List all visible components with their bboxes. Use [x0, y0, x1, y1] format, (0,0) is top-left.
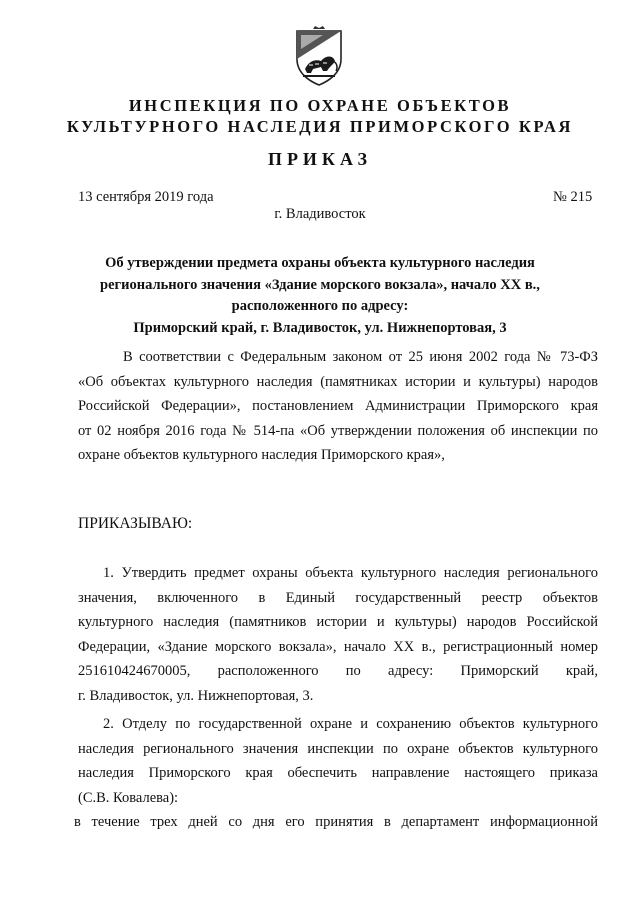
preamble-line: В соответствии с Федеральным законом от 25 июня 2002 года № 73-ФЗ: [123, 349, 598, 365]
item-2-line: (С.В. Ковалева):: [78, 789, 179, 806]
preamble-line: «Об объектах культурного наследия (памятниках истории и культуры) народов: [78, 373, 598, 390]
item-1-paragraph: [78, 561, 598, 708]
subject-line: регионального значения «Здание морского вокзала», начало XX в.,: [100, 276, 540, 293]
preamble-line: Российской Федерации», постановлением Администрации Приморского края: [78, 398, 598, 414]
item-1-line: значения, включенного в Единый государственный реестр объектов: [78, 589, 598, 606]
preamble-paragraph: [78, 345, 598, 468]
item-2-line: наследия Приморского края обеспечить направление настоящего приказа: [78, 765, 598, 781]
document-type-title: ПРИКАЗ: [267, 149, 373, 169]
preamble-line: охране объектов культурного наследия Приморского края»,: [78, 447, 445, 463]
item-1-line: Федерации, «Здание морского вокзала», начало XX в., регистрационный номер: [78, 638, 598, 655]
org-name-line-2: КУЛЬТУРНОГО НАСЛЕДИЯ ПРИМОРСКОГО КРАЯ: [66, 117, 574, 136]
item-1-line: культурного наследия (памятников истории и культуры) народов Российской: [78, 614, 598, 630]
org-name-line-1: ИНСПЕКЦИЯ ПО ОХРАНЕ ОБЪЕКТОВ: [128, 96, 512, 115]
order-subject: [0, 253, 640, 339]
item-2-paragraph: [74, 712, 598, 835]
subject-line: Об утверждении предмета охраны объекта культурного наследия: [105, 255, 535, 271]
preamble-line: от 02 ноября 2016 года № 514-па «Об утверждении положения об инспекции по: [78, 422, 598, 439]
item-2-line: 2. Отделу по государственной охране и сохранению объектов культурного: [103, 716, 598, 732]
item-2-line: наследия регионального значения инспекции по охране объектов культурного: [78, 740, 598, 757]
subject-line: Приморский край, г. Владивосток, ул. Нижнепортовая, 3: [133, 319, 507, 336]
item-1-line: 251610424670005, расположенного по адресу: Приморский край,: [78, 663, 598, 679]
coat-of-arms-icon: [293, 25, 345, 87]
order-number: № 215: [553, 189, 593, 205]
item-1-line: 1. Утвердить предмет охраны объекта культурного наследия регионального: [103, 565, 598, 581]
order-date: 13 сентября 2019 года: [78, 189, 214, 205]
item-1-line: г. Владивосток, ул. Нижнепортовая, 3.: [78, 687, 314, 704]
order-city: г. Владивосток: [274, 206, 366, 222]
order-directive-word: ПРИКАЗЫВАЮ:: [78, 515, 193, 532]
item-2-line: в течение трех дней со дня его принятия в департамент информационной: [74, 814, 598, 830]
subject-line: расположенного по адресу:: [231, 298, 409, 314]
